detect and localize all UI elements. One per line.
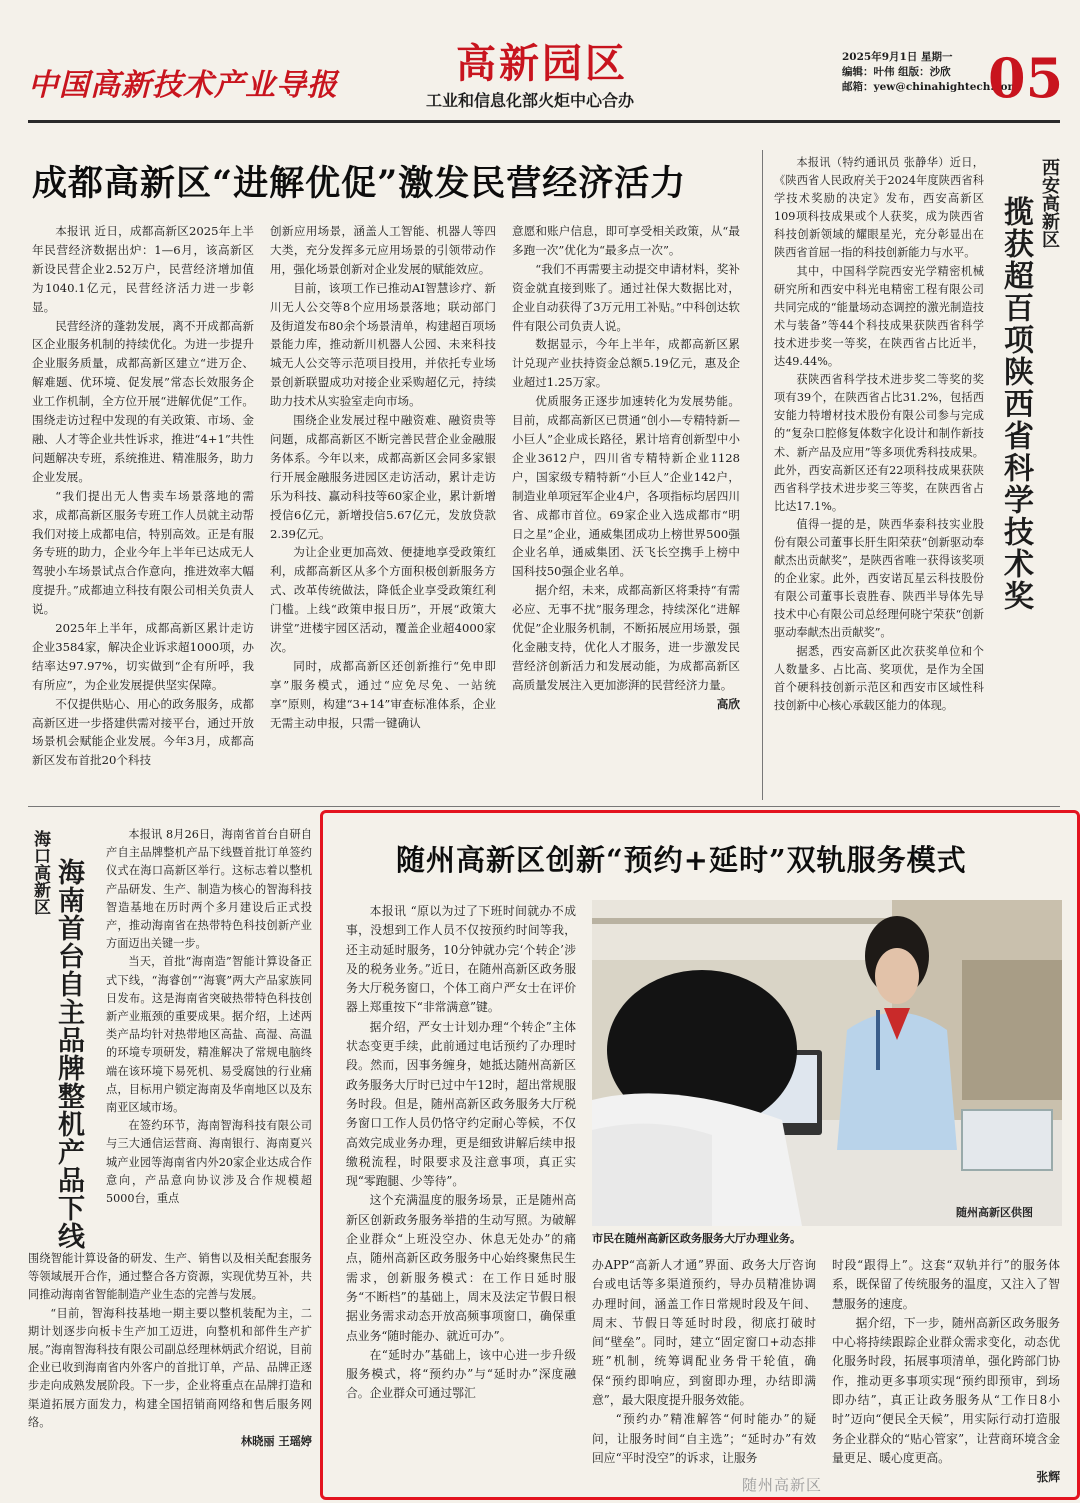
chengdu-paragraph: 意愿和账户信息，即可享受相关政策，从“最多跑一次”优化为“最多点一次”。 xyxy=(512,224,740,257)
column-divider xyxy=(762,150,763,800)
haikou-paragraph: 当天，首批“海南造”智能计算设备正式下线，“海睿创”“海寰”两大产品家族同日发布。这是海南省突破热带特色科技创新产业瓶颈的重要成果。据介绍，上述两类产品均针对热带地区高盐、高湿、高温的环境专项研发，精准解决了常规电脑终端在该环境下易死机、易受腐蚀的行业痛点，目标用户锁定海南及华南地区以及东南亚区域市场。 xyxy=(106,955,312,1115)
suizhou-paragraph: 据介绍，严女士计划办理“个转企”主体状态变更手续，此前通过电话预约了办理时段。然而，因事务缠身，她抵达随州高新区政务服务大厅时已过中午12时，超出常规服务时段。但是，随州高新区政务服务大厅税务窗口工作人员仍恪守约定耐心等候，不仅高效完成业务办理，更是细致讲解后续申报缴税流程，时限要求及注意事项，真正实现“零跑腿、少等待”。 xyxy=(346,1019,576,1189)
xian-headline: 揽获超百项陕西省科学技术奖 xyxy=(998,196,1033,612)
editors: 编辑：叶伟 组版：沙欣 xyxy=(842,66,951,78)
suizhou-paragraph: 这个充满温度的服务场景，正是随州高新区创新政务服务举措的生动写照。为破解企业群众“上班没空办、休息无处办”的痛点，随州高新区政务服务中心始终聚焦民生需求，创新服务模式：在工作日延时服务“不断档”的基础上，周末及法定节假日根据业务需求动态开放高频事项窗口，确保重点业务“随时能办、就近可办”。 xyxy=(346,1193,576,1343)
haikou-column-bottom xyxy=(28,1250,312,1486)
editor-email: 邮箱：yew@chinahightech.com xyxy=(842,81,1019,93)
issue-date: 2025年9月1日 星期一 xyxy=(842,51,953,63)
chengdu-column-2 xyxy=(270,222,496,794)
chengdu-byline: 高欣 xyxy=(716,696,740,711)
chengdu-paragraph: 优质服务正逐步加速转化为发展势能。目前，成都高新区已贯通“创小—专精特新—小巨人”企业成长路径，累计培育创新型中小企业3612户，四川省专精特新企业1128户，国家级专精特新“小巨人”企业142户，制造业单项冠军企业4户，各项指标均居四川省、成都市首位。69家企业入选成都市“明日之星”企业，通威集团成功上榜世界500强企业名单，通威集团、沃飞长空携手上榜中国科技50强企业名单。 xyxy=(512,394,740,579)
suizhou-headline: 随州高新区创新“预约+延时”双轨服务模式 xyxy=(396,843,967,877)
masthead xyxy=(0,0,1080,118)
xian-paragraph: 其中，中国科学院西安光学精密机械研究所和西安中科光电精密工程有限公司共同完成的“能量场动态调控的激光制造技术与装备”等44个科技成果获陕西省科学技术进步奖一等奖，在陕西省占比近半，达49.44%。 xyxy=(774,264,984,369)
section-sponsor: 工业和信息化部火炬中心合办 xyxy=(426,91,635,110)
xian-paragraph: 值得一提的是，陕西华泰科技实业股份有限公司董事长肝生阳荣获“创新驱动奉献杰出贡献奖”，是陕西省唯一获得该奖项的企业家。此外，西安诺瓦星云科技股份有限公司董事长袁胜春、陕西半导体先导技术中心有限公司总经理何晓宁荣获“创新驱动奉献杰出贡献奖”。 xyxy=(774,517,984,640)
haikou-paragraph: 围绕智能计算设备的研发、生产、销售以及相关配套服务等领域展开合作，通过整合各方资源，实现优势互补，共同推动海南省智能制造产业生态的完善与发展。 xyxy=(28,1252,312,1302)
chengdu-paragraph: 数据显示，今年上半年，成都高新区累计兑现产业扶持资金总额5.19亿元，惠及企业超过1.25万家。 xyxy=(512,337,740,390)
haikou-column-top xyxy=(106,826,312,1246)
haikou-byline: 林晓丽 王瑶婷 xyxy=(240,1434,312,1449)
chengdu-paragraph: 同时，成都高新区还创新推行“免申即享”服务模式，通过“应免尽免、一站统享”原则，构建“3+14”审查标准体系，企业无需主动申报，只需一键确认 xyxy=(270,658,496,730)
suizhou-paragraph: “预约办”精准解答“何时能办”的疑问，让服务时间“自主选”；“延时办”有效回应“平时没空”的诉求，让服务 xyxy=(592,1412,816,1465)
chengdu-column-3 xyxy=(512,222,740,794)
chengdu-paragraph: 目前，该项工作已推动AI智慧诊疗、新川无人公交等8个应用场景落地；联动部门及街道发布80余个场景清单，构建超百项场景能力库，推动新川机器人公园、未来科技城无人公交等示范项目投用，并依托专业场景创新联盟成功对接企业采购超亿元，持续助力技术从实验室走向市场。 xyxy=(270,280,496,409)
chengdu-paragraph: 不仅提供贴心、用心的政务服务，成都高新区进一步搭建供需对接平台，通过开放场景机会赋能企业发展。今年3月，成都高新区发布首批20个科技 xyxy=(32,696,254,768)
chengdu-paragraph: 民营经济的蓬勃发展，离不开成都高新区企业服务机制的持续优化。为进一步提升企业服务质量，成都高新区建立“进万企、解难题、优环境、促发展”常态长效服务企业工作机制，全方位开展“进解优促”工作。围绕走访过程中发现的有关政策、市场、金融、人才等企业共性诉求，推进“4+1”共性问题解决专班，系统推进、精准服务，助力企业发展。 xyxy=(32,318,254,484)
xian-kicker: 西安高新区 xyxy=(1039,158,1060,248)
xian-paragraph: 据悉，西安高新区此次获奖单位和个人数量多、占比高、奖项优，是作为全国首个硬科技创新示范区和西安市区域性科技创新中心核心承载区能力的体现。 xyxy=(774,644,984,712)
haikou-headline: 海南首台自主品牌整机产品下线 xyxy=(53,858,84,1250)
suizhou-column-right xyxy=(832,1256,1060,1484)
section-divider xyxy=(28,806,1060,807)
haikou-paragraph: “目前，智海科技基地一期主要以整机装配为主，二期计划逐步向板卡生产加工迈进，向整机和部件生产扩展。”海南智海科技有限公司副总经理林炳武介绍说，目前企业已收到海南省内外客户的首批订单，产品、品牌正逐步走向成熟发展阶段。下一步，企业将重点在品牌打造和渠道拓展方面发力，构建全国招销商网络和售后服务网络。 xyxy=(28,1306,312,1429)
service-hall-illustration xyxy=(592,900,1062,1226)
chengdu-paragraph: 本报讯 近日，成都高新区2025年上半年民营经济数据出炉：1—6月，该高新区新设民营企业2.52万户，民营经济增加值为1040.1亿元，民营经济活力进一步彰显。 xyxy=(32,224,254,314)
chengdu-headline: 成都高新区“进解优促”激发民营经济活力 xyxy=(32,163,687,204)
xian-paragraph: 获陕西省科学技术进步奖二等奖的奖项有39个，在陕西省占比31.2%，包括西安能力特增材技术股份有限公司参与完成的“复杂口腔修复体数字化设计和制作新技术、新产品及应用”等多项优秀科技成果。此外，西安高新区还有22项科技成果获陕西省科学技术进步奖三等奖，在陕西省占比达17.1%。 xyxy=(774,373,984,513)
chengdu-paragraph: 围绕企业发展过程中融资难、融资贵等问题，成都高新区不断完善民营企业金融服务体系。今年以来，成都高新区会同多家银行开展金融服务进园区走访活动，累计走访乐为科技、赢动科技等60家企业，累计新增授信6亿元，新增投信5.67亿元，发放贷款2.39亿元。 xyxy=(270,413,496,541)
xian-paragraph: 本报讯（特约通讯员 张静华）近日，《陕西省人民政府关于2024年度陕西省科学技术奖励的决定》发布，西安高新区109项科技成果或个人获奖，成为陕西省科技创新领域的耀眼星光，充分彰显出在陕西省首屈一指的科技创新能力与水平。 xyxy=(774,156,984,260)
suizhou-byline: 张辉 xyxy=(1036,1470,1060,1484)
page-number: 05 xyxy=(988,46,1064,110)
chengdu-paragraph: 据介绍，未来，成都高新区将秉持“有需必应、无事不扰”服务理念，持续深化“进解优促”企业服务机制，不断拓展应用场景，强化金融支持，优化人才服务，进一步激发民营经济创新活力和发展动能，为成都高新区高质量发展注入更加澎湃的民营经济力量。 xyxy=(512,583,740,692)
chengdu-paragraph: 创新应用场景，涵盖人工智能、机器人等四大类，充分发挥多元应用场景的引领带动作用，强化场景创新对企业发展的赋能效应。 xyxy=(270,224,496,276)
photo-credit: 随州高新区供图 xyxy=(956,1206,1033,1219)
suizhou-column-left xyxy=(346,902,576,1482)
chengdu-paragraph: “我们提出无人售卖车场景落地的需求，成都高新区服务专班工作人员就主动帮我们对接上成都电信，特别高效。正是有服务专班的助力，企业今年上半年已达成无人驾驶小车场景试点合作意向，推进效率大幅度提升。”成都迪立科技有限公司相关负责人说。 xyxy=(32,488,254,617)
haikou-paragraph: 在签约环节，海南智海科技有限公司与三大通信运营商、海南银行、海南夏兴城产业园等海南省内外20家企业达成合作意向，产品意向协议涉及合作规模超5000台，重点 xyxy=(106,1119,312,1206)
chengdu-paragraph: “我们不再需要主动提交申请材料，奖补资金就直接到账了。通过社保大数据比对，企业自动获得了3万元用工补贴。”中科创达软件有限公司负责人说。 xyxy=(512,261,740,333)
section-title: 高新园区 xyxy=(456,40,628,87)
suizhou-paragraph: 据介绍，下一步，随州高新区政务服务中心将持续跟踪企业群众需求变化，动态优化服务时段，拓展事项清单，强化跨部门协作，推动更多事项实现“预约即预审，到场即办结”，真正让政务服务从“工作日8小时”迈向“便民全天候”，用实际行动打造服务企业群众的“贴心管家”，让营商环境含金量更足、暖心度更高。 xyxy=(832,1315,1060,1465)
haikou-kicker: 海口高新区 xyxy=(30,830,50,915)
suizhou-paragraph: 办APP“高新人才通”界面、政务大厅咨询台或电话等多渠道预约，导办员精准协调办理时间，涵盖工作日常规时段及午间、周末、节假日等延时时段，彻底打破时间“壁垒”。同时，建立“固定窗口+动态排班”机制，统筹调配业务骨干轮值，确保“预约即响应，到窗即办理，办结即满意”，最大限度提升服务效能。 xyxy=(592,1258,816,1408)
chengdu-column-1 xyxy=(32,222,254,794)
photo-caption xyxy=(592,1230,801,1246)
social-watermark: 随州高新区 xyxy=(742,1476,823,1494)
suizhou-column-mid xyxy=(592,1256,816,1484)
newspaper-logo: 中国高新技术产业导报 xyxy=(28,68,338,103)
xian-column xyxy=(774,154,984,794)
suizhou-paragraph: 时段“跟得上”。这套“双轨并行”的服务体系，既保留了传统服务的温度，又注入了智慧服务的速度。 xyxy=(832,1258,1060,1311)
suizhou-paragraph: 本报讯 “原以为过了下班时间就办不成事，没想到工作人员不仅按预约时间等我，还主动延时服务，10分钟就办完‘个转企’涉及的税务业务。”近日，在随州高新区政务服务大厅税务窗口，个体工商户严女士在评价器上郑重按下“非常满意”键。 xyxy=(346,904,576,1015)
haikou-paragraph: 本报讯 8月26日，海南省首台自研自产自主品牌整机产品下线暨首批订单签约仪式在海口高新区举行。这标志着以整机产品研发、生产、制造为核心的智海科技智造基地在历时两个多月建设后正式投产，推动海南省在热带特色科技创新产业方面迈出关键一步。 xyxy=(106,828,312,951)
service-hall-photo xyxy=(592,900,1062,1226)
chengdu-paragraph: 2025年上半年，成都高新区累计走访企业3584家，解决企业诉求超1000项，办结率达97.97%，切实做到“企有所呼，我有所应”，为企业发展提供坚实保障。 xyxy=(32,621,254,692)
suizhou-paragraph: 在“延时办”基础上，该中心进一步升级服务模式，将“预约办”与“延时办”深度融合。企业群众可通过鄂汇 xyxy=(346,1347,576,1401)
chengdu-paragraph: 为让企业更加高效、便捷地享受政策红利，成都高新区从多个方面积极创新服务方式、改革传统做法，降低企业享受政策红利门槛。上线“政策申报日历”，开展“政策大讲堂”进楼宇园区活动，覆盖企业超4000家次。 xyxy=(270,545,496,654)
photo-caption-text: 市民在随州高新区政务服务大厅办理业务。 xyxy=(592,1232,801,1245)
masthead-divider xyxy=(28,120,1060,123)
